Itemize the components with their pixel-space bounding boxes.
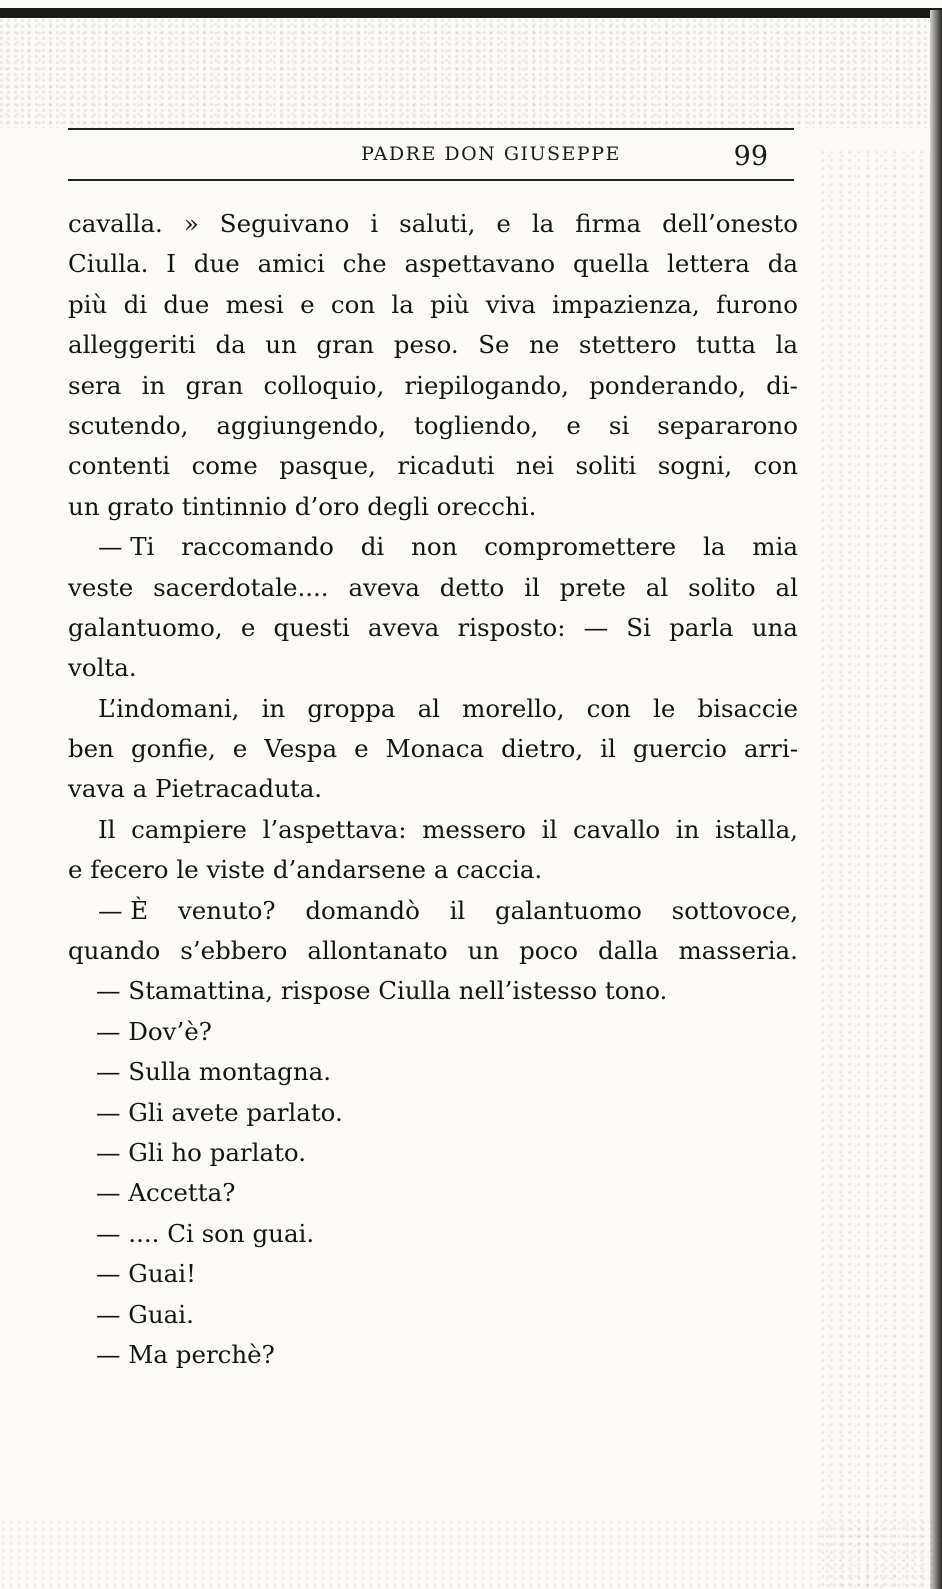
- scan-noise-right: [820, 150, 930, 1589]
- word: I: [166, 249, 176, 279]
- header-rule-top: [68, 128, 794, 130]
- word: Monaca: [385, 734, 485, 764]
- word: parla: [669, 612, 734, 642]
- word: ponderando,: [589, 370, 746, 400]
- word: solito: [688, 572, 756, 602]
- word: la: [775, 330, 798, 360]
- header-rule-bottom: [68, 179, 794, 181]
- word: —: [583, 612, 609, 642]
- text-line: [68, 810, 798, 850]
- word: morello,: [462, 693, 565, 723]
- word: di: [360, 532, 385, 562]
- word: istalla,: [715, 814, 798, 844]
- word: il: [524, 572, 540, 602]
- word: dell’onesto: [662, 209, 798, 238]
- word: »: [183, 209, 199, 238]
- scan-top-edge: [0, 8, 942, 18]
- word: e: [496, 209, 511, 238]
- text-line: — Accetta?: [96, 1178, 236, 1208]
- word: Il: [98, 814, 116, 844]
- text-line: volta.: [68, 653, 137, 683]
- word: le: [653, 693, 676, 723]
- word: nei: [515, 451, 555, 481]
- word: saluti,: [399, 209, 476, 238]
- word: veste: [68, 572, 134, 602]
- word: e: [232, 734, 248, 764]
- word: quando: [68, 936, 161, 966]
- word: — Ti: [98, 532, 155, 562]
- word: prete: [559, 572, 626, 602]
- text-line: e fecero le viste d’andarsene a caccia.: [68, 855, 543, 885]
- word: stettero: [578, 330, 677, 360]
- text-line: [68, 446, 798, 486]
- text-line: [68, 285, 798, 325]
- word: guercio: [632, 734, 727, 764]
- word: dietro,: [501, 734, 584, 764]
- word: quella: [572, 249, 650, 279]
- scan-noise-bottom: [0, 1519, 942, 1589]
- text-line: — Gli ho parlato.: [96, 1137, 307, 1167]
- word: pasque,: [279, 451, 376, 481]
- word: sera: [68, 370, 122, 400]
- word: tutta: [696, 330, 756, 360]
- word: gran: [316, 330, 375, 360]
- word: soliti: [575, 451, 637, 481]
- word: da: [767, 249, 798, 279]
- word: Se: [478, 330, 510, 360]
- word: scutendo,: [68, 410, 189, 440]
- word: Ciulla.: [68, 249, 149, 279]
- word: al: [645, 572, 669, 602]
- word: impazienza,: [552, 289, 700, 319]
- text-line: [68, 406, 798, 446]
- word: e: [354, 734, 369, 764]
- text-line: un grato tintinnio d’oro degli orecchi.: [68, 491, 537, 521]
- word: separarono: [657, 410, 798, 440]
- word: masseria.: [678, 936, 798, 966]
- word: galantuomo,: [68, 612, 223, 642]
- text-line: — Gli avete parlato.: [96, 1097, 343, 1127]
- word: riepilogando,: [404, 370, 569, 400]
- word: si: [608, 410, 630, 440]
- text-line: [68, 244, 798, 284]
- word: alleggeriti: [68, 330, 196, 360]
- word: la: [531, 209, 555, 238]
- word: peso.: [393, 330, 459, 360]
- text-line: vava a Pietracaduta.: [68, 774, 323, 804]
- word: in: [261, 693, 286, 723]
- word: il: [449, 895, 466, 925]
- word: detto: [439, 572, 505, 602]
- word: i: [370, 209, 379, 238]
- text-line: [68, 204, 798, 244]
- text-line: — .... Ci son guai.: [96, 1218, 315, 1248]
- word: togliendo,: [413, 410, 539, 440]
- text-line: [68, 325, 798, 365]
- word: compromettere: [484, 532, 677, 562]
- word: e: [240, 612, 256, 642]
- word: viva: [485, 289, 536, 319]
- word: questi: [273, 612, 350, 642]
- word: un: [265, 330, 297, 360]
- word: Si: [626, 612, 651, 642]
- word: la: [391, 289, 414, 319]
- page-number: 99: [733, 141, 768, 172]
- word: risposto:: [457, 612, 566, 642]
- word: ricaduti: [397, 451, 495, 481]
- word: cavalla.: [68, 209, 163, 238]
- word: mia: [752, 532, 798, 562]
- word: con: [330, 289, 376, 319]
- scan-noise-top: [0, 18, 942, 128]
- word: lettera: [667, 249, 750, 279]
- word: dalla: [597, 936, 659, 966]
- text-line: [68, 608, 798, 648]
- word: groppa: [307, 693, 396, 723]
- body-text: [68, 204, 798, 1375]
- word: campiere: [131, 814, 247, 844]
- word: aspettavano: [404, 249, 556, 279]
- word: e: [566, 410, 581, 440]
- word: firma: [575, 209, 642, 238]
- word: e: [300, 289, 315, 319]
- text-line: [68, 729, 798, 769]
- word: non: [411, 532, 458, 562]
- word: contenti: [68, 451, 171, 481]
- word: amici: [257, 249, 325, 279]
- word: Seguivano: [219, 209, 350, 238]
- word: ne: [529, 330, 560, 360]
- word: — È: [98, 895, 149, 925]
- word: sottovoce,: [671, 895, 798, 925]
- text-line: — Sulla montagna.: [96, 1057, 331, 1087]
- word: al: [417, 693, 441, 723]
- text-line: — Guai!: [96, 1259, 196, 1289]
- word: cavallo: [572, 814, 661, 844]
- word: aveva: [367, 612, 440, 642]
- word: il: [541, 814, 558, 844]
- word: mesi: [225, 289, 284, 319]
- word: di-: [766, 370, 798, 400]
- word: aggiungendo,: [216, 410, 386, 440]
- word: allontanato: [307, 936, 448, 966]
- word: Vespa: [264, 734, 338, 764]
- word: che: [342, 249, 387, 279]
- running-head: [68, 143, 794, 177]
- word: bisaccie: [697, 693, 798, 723]
- word: arri-: [743, 734, 798, 764]
- word: domandò: [305, 895, 420, 925]
- word: due: [163, 289, 210, 319]
- word: messero: [422, 814, 527, 844]
- scan-right-edge: [930, 10, 942, 1589]
- word: in: [141, 370, 166, 400]
- word: più: [68, 289, 108, 319]
- word: ben: [68, 734, 114, 764]
- word: da: [215, 330, 246, 360]
- word: la: [703, 532, 726, 562]
- word: L’indomani,: [98, 693, 240, 723]
- word: con: [586, 693, 631, 723]
- word: al: [775, 572, 798, 602]
- text-line: [68, 366, 798, 406]
- word: in: [675, 814, 700, 844]
- word: poco: [519, 936, 579, 966]
- text-line: [68, 891, 798, 931]
- text-line: [68, 527, 798, 567]
- word: s’ebbero: [180, 936, 288, 966]
- word: un: [467, 936, 500, 966]
- word: furono: [716, 289, 798, 319]
- word: aveva: [348, 572, 420, 602]
- word: due: [193, 249, 240, 279]
- word: l’aspettava:: [262, 814, 407, 844]
- text-line: — Dov’è?: [96, 1016, 212, 1046]
- word: con: [753, 451, 798, 481]
- word: una: [751, 612, 798, 642]
- word: colloquio,: [263, 370, 385, 400]
- text-line: — Guai.: [96, 1299, 194, 1329]
- word: di: [123, 289, 148, 319]
- text-line: [68, 568, 798, 608]
- word: gonfie,: [130, 734, 216, 764]
- text-line: [68, 931, 798, 971]
- running-title: PADRE DON GIUSEPPE: [361, 143, 621, 165]
- word: sacerdotale....: [153, 572, 329, 602]
- text-line: — Ma perchè?: [96, 1339, 275, 1369]
- text-line: [68, 689, 798, 729]
- word: galantuomo: [495, 895, 642, 925]
- word: gran: [185, 370, 244, 400]
- word: venuto?: [177, 895, 276, 925]
- word: il: [600, 734, 616, 764]
- word: sogni,: [657, 451, 733, 481]
- word: come: [191, 451, 258, 481]
- text-line: — Stamattina, rispose Ciulla nell’istesso tono.: [96, 976, 668, 1006]
- word: più: [430, 289, 470, 319]
- word: raccomando: [181, 532, 334, 562]
